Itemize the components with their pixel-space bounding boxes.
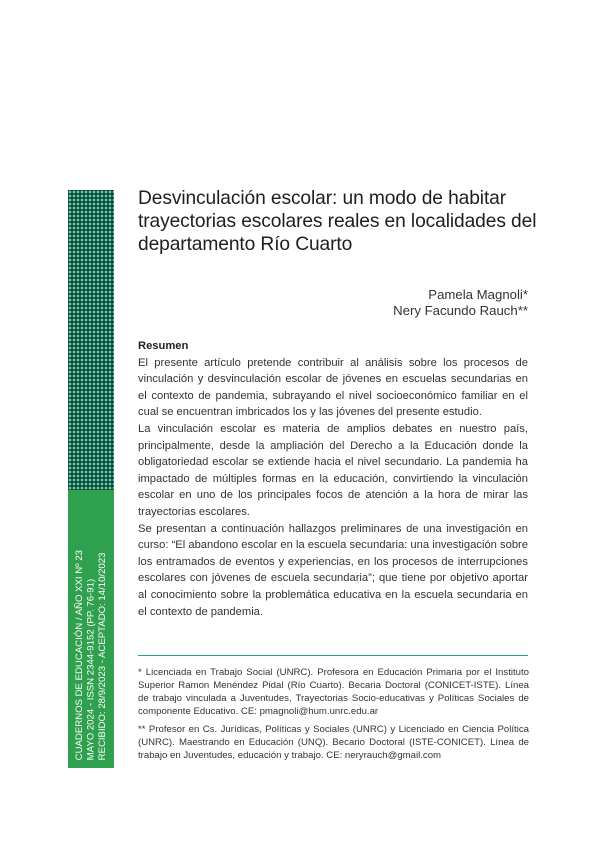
- footnote: * Licenciada en Trabajo Social (UNRC). Profesora en Educación Primaria por el Instituto Superior Ramon Menéndez Pidal (Río Cuarto). Becaria Doctoral (CONICET-ISTE). Línea de trabajo vinculada a Juventudes, Trayectorias Socio-educativas y Políticas Sociales de componente Educativo. CE: pmagnoli@hum.unrc.edu.ar: [138, 667, 529, 717]
- journal-name-line: CUADERNOS DE EDUCACIÓN / AÑO XXI Nº 23: [74, 549, 85, 760]
- abstract-section: [138, 338, 528, 620]
- abstract-heading: Resumen: [138, 340, 189, 352]
- journal-issn-line: MAYO 2024 - ISSN 2344-9152 (PP. 76-91): [85, 578, 97, 760]
- author-list: [393, 287, 528, 319]
- footnote: ** Profesor en Cs. Jurídicas, Políticas y Sociales (UNRC) y Licenciado en Ciencia Política (UNRC). Maestrando en Educación (UNQ). Becario Doctoral (ISTE-CONICET). Línea de trabajo en Juventudes, educación y trabajo. CE: neryrauch@gmail.com: [138, 724, 529, 761]
- article-title: Desvinculación escolar: un modo de habitar trayectorias escolares reales en localidades del departamento Río Cuarto: [138, 188, 537, 255]
- journal-dates-line: RECIBIDO: 28/9/2023 - ACEPTADO: 14/10/2023: [97, 552, 109, 760]
- author-name: Pamela Magnoli*: [428, 287, 528, 302]
- footnote-divider: [138, 655, 528, 656]
- journal-info-band: [68, 490, 114, 768]
- journal-sidebar: [68, 190, 114, 768]
- author-name: Nery Facundo Rauch**: [393, 303, 528, 318]
- abstract-paragraph: La vinculación escolar es materia de amplios debates en nuestro país, principalmente, desde la ampliación del Derecho a la Educación donde la obligatoriedad escolar se extiende hacia el nivel secundario. La pandemia ha impactado de múltiples formas en la educación, convirtiendo la vinculación escolar en uno de los principales focos de atención a la hora de mirar las trayectorias escolares.: [138, 422, 528, 518]
- decorative-pattern: [68, 190, 114, 490]
- abstract-paragraph: Se presentan a continuación hallazgos preliminares de una investigación en curso: “El abandono escolar en la escuela secundaria: una investigación sobre los entramados de eventos y experiencias, en los procesos de interrupciones escolares con jóvenes de escuela secundaria”; que tiene por objetivo aportar al conocimiento sobre la problemática educativa en la escuela secundaria en el contexto de pandemia.: [138, 522, 528, 618]
- abstract-paragraph: El presente artículo pretende contribuir al análisis sobre los procesos de vinculación y desvinculación escolar de jóvenes en escuelas secundarias en el contexto de pandemia, subrayando el nivel socioeconómico familiar en el cual se encuentran imbricados los y las jóvenes del presente estudio.: [138, 356, 528, 419]
- journal-info-text: [74, 550, 109, 760]
- footnotes: [138, 666, 529, 767]
